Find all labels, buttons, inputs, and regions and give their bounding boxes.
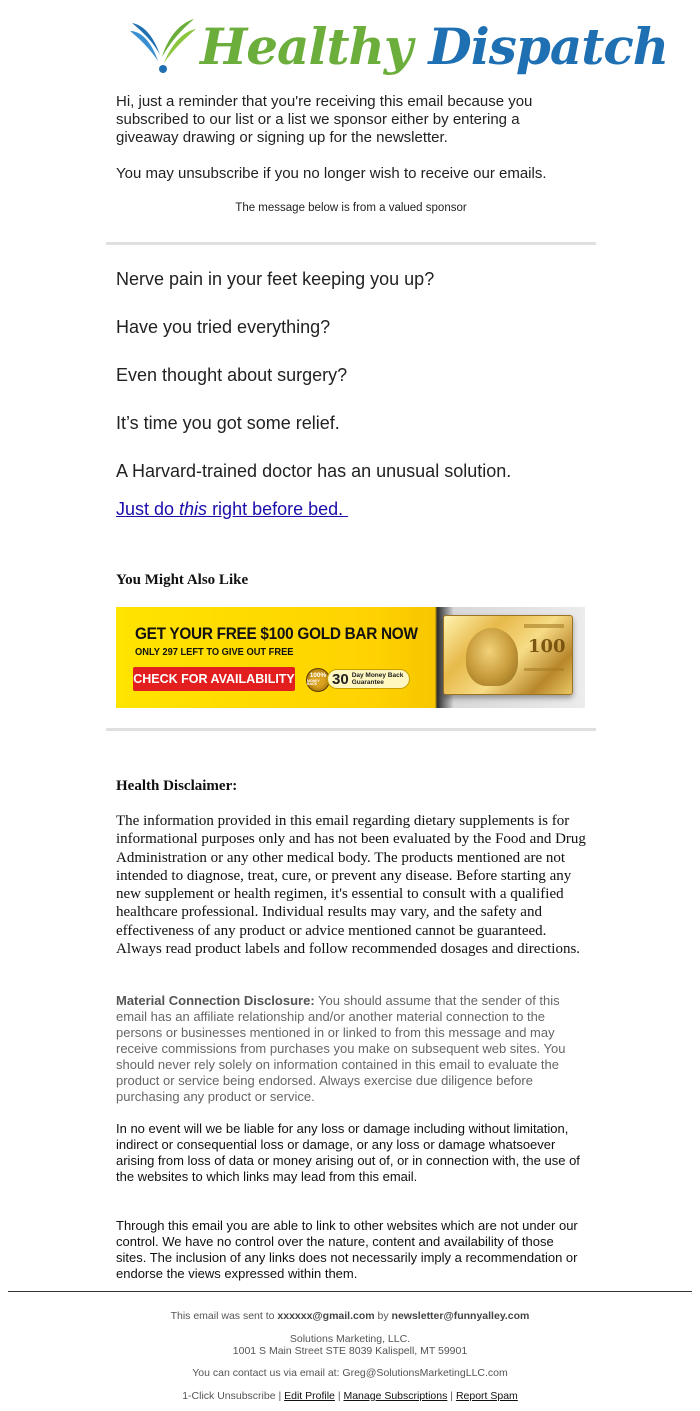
check-availability-button[interactable]: CHECK FOR AVAILABILITY — [133, 667, 295, 691]
material-text: You should assume that the sender of this email has an affiliate relationship and/or another material connection to the persons or businesses mentioned in or linked to from this message and may receive commissions from purchases you make on subsequent web sites. You should never rely solely on information contained in this email to evaluate the product or service being endorsed. Always exercise due diligence before purchasing any product or service. — [116, 993, 566, 1104]
pitch-line: Nerve pain in your feet keeping you up? — [116, 269, 435, 289]
footer-address: 1001 S Main Street STE 8039 Kalispell, MT 59901 — [232, 1345, 468, 1357]
badge-bottom-text: MONEY BACK — [307, 678, 320, 687]
sent-prefix: This email was sent to — [170, 1310, 278, 1322]
pitch-line: Even thought about surgery? — [116, 365, 348, 385]
recipient-email: xxxxxx@gmail.com — [277, 1310, 375, 1322]
divider-middle — [106, 728, 596, 731]
footer-sep: | — [334, 1390, 344, 1402]
unsubscribe-note: You may unsubscribe if you no longer wish to receive our emails. — [116, 165, 547, 182]
footer-company: Solutions Marketing, LLC. — [289, 1333, 411, 1345]
pitch-line: It’s time you got some relief. — [116, 413, 340, 433]
pitch-line: Have you tried everything? — [116, 317, 331, 337]
report-spam-link[interactable]: Report Spam — [455, 1390, 518, 1402]
banner-subline: ONLY 297 LEFT TO GIVE OUT FREE — [135, 647, 294, 658]
intro-section — [116, 93, 586, 201]
gold-bar-ad-banner[interactable] — [116, 607, 585, 708]
leaf-person-icon — [128, 17, 198, 77]
brand-word-healthy: Healthy — [200, 17, 412, 76]
liability-note: In no event will we be liable for any loss or damage including without limitation, indirect or consequential loss or damage, or any loss or damage whatsoever arising from loss of data or money arising out of, or in connection with, the use of the websites to which links may lead from this email. — [116, 1121, 580, 1184]
material-connection-disclosure — [116, 993, 586, 1105]
gold-bar-denomination: 100 — [528, 636, 566, 657]
footer-sep: | — [447, 1390, 456, 1402]
edit-profile-link[interactable]: Edit Profile — [284, 1390, 335, 1402]
divider-top — [106, 242, 596, 245]
sender-email: newsletter@funnyalley.com — [391, 1310, 530, 1322]
brand-wordmark — [200, 17, 669, 76]
cta-link-emphasis: this — [179, 499, 208, 519]
brand-logo[interactable] — [128, 8, 669, 86]
cta-link-post: right before bed. — [207, 499, 349, 519]
subscription-reminder: Hi, just a reminder that you're receiving this email because you subscribed to our list or a list we sponsor either by entering a giveaway drawing or signing up for the newsletter. — [116, 93, 533, 146]
guarantee-line-2: Guarantee — [351, 679, 384, 686]
sent-by: by — [374, 1310, 392, 1322]
gold-bar-engraving — [524, 624, 564, 628]
footer-contact: You can contact us via email at: Greg@SolutionsMarketingLLC.com — [192, 1367, 508, 1379]
guarantee-ribbon — [327, 669, 410, 689]
footer-divider — [8, 1291, 692, 1292]
one-click-unsubscribe[interactable]: 1-Click Unsubscribe — [182, 1390, 276, 1402]
sponsor-note: The message below is from a valued sponsor — [235, 202, 467, 214]
manage-subscriptions-link[interactable]: Manage Subscriptions — [343, 1390, 448, 1402]
pitch-section — [116, 268, 596, 508]
guarantee-line-1: Day Money Back — [351, 672, 404, 679]
footer-sep: | — [275, 1390, 285, 1402]
pitch-line: A Harvard-trained doctor has an unusual solution. — [116, 461, 512, 481]
disclaimer-title: Health Disclaimer: — [116, 778, 238, 794]
also-like-title: You Might Also Like — [116, 572, 249, 588]
footer-sent-to — [0, 1311, 700, 1323]
brand-word-dispatch: Dispatch — [428, 17, 669, 76]
disclaimer-body: The information provided in this email regarding dietary supplements is for informational purposes only and has not been evaluated by the Food and Drug Administration or any other medical body. The products mentioned are not intended to diagnose, treat, cure, or prevent any disease. Before starting any new supplement or health regimen, it's essential to consult with a qualified healthcare professional. Individual results may vary, and the safety and effectiveness of any product or advice mentioned cannot be guaranteed. Always read product labels and follow recommended dosages and directions. — [116, 813, 586, 958]
guarantee-days: 30 — [332, 670, 349, 688]
gold-bar-portrait — [466, 628, 518, 686]
badge-top-text: 100% — [309, 672, 327, 680]
material-label: Material Connection Disclosure: — [116, 993, 315, 1008]
external-links-note: Through this email you are able to link to other websites which are not under our control. We have no control over the nature, content and availability of those sites. The inclusion of any links does not necessarily imply a recommendation or endorse the views expressed within them. — [116, 1218, 578, 1281]
cta-link-pre: Just do — [116, 499, 180, 519]
gold-bar-engraving — [524, 668, 564, 671]
footer-links — [0, 1391, 700, 1403]
banner-headline: GET YOUR FREE $100 GOLD BAR NOW — [135, 625, 418, 643]
guarantee-text — [352, 672, 404, 686]
cta-link[interactable] — [116, 499, 348, 520]
gold-bar-image — [443, 615, 573, 695]
